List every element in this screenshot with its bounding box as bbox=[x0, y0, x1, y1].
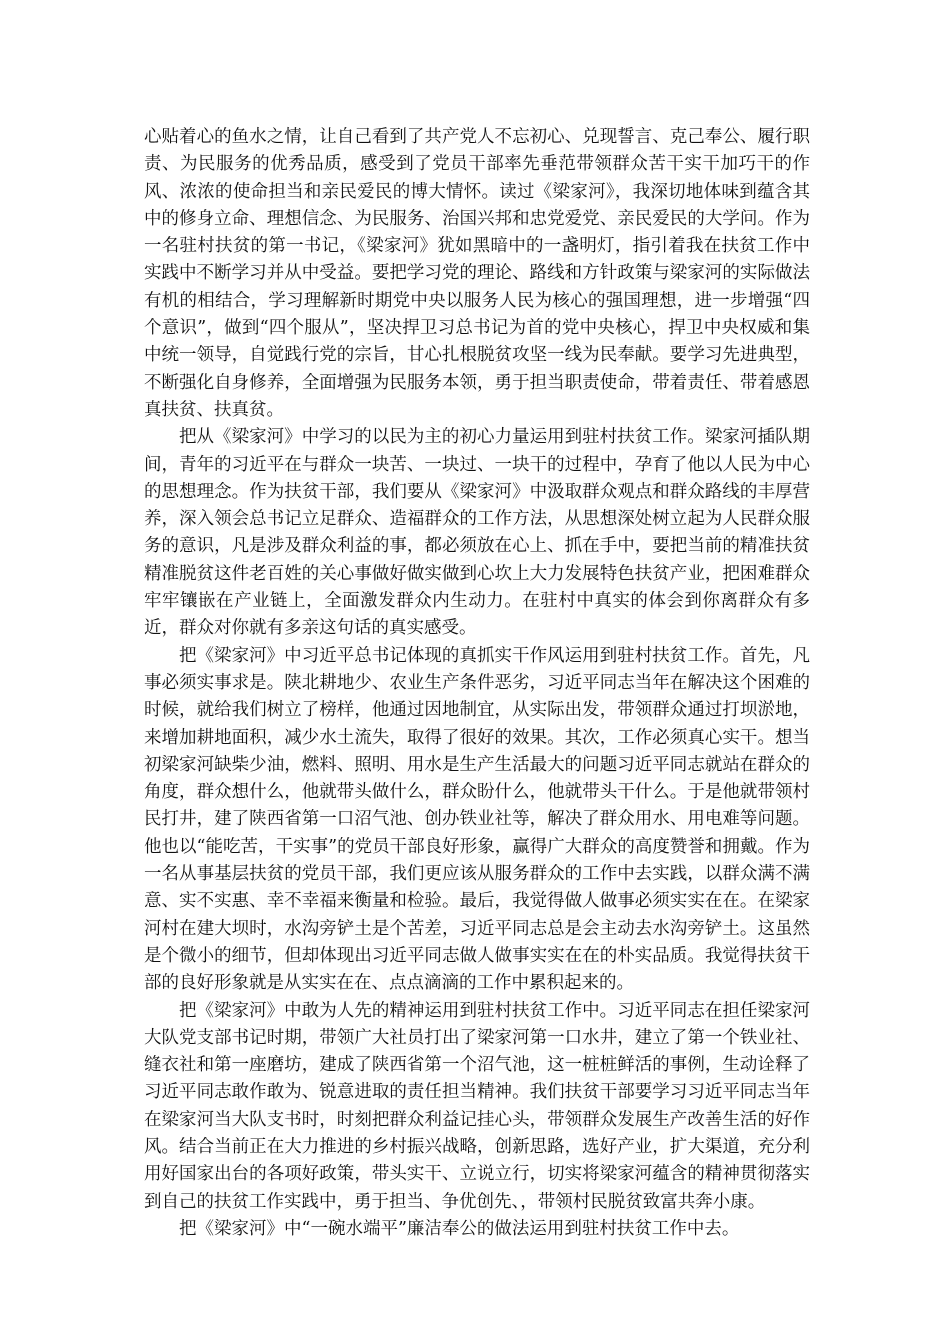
document-body bbox=[144, 124, 810, 1243]
paragraph-pioneering-spirit: 把《梁家河》中敢为人先的精神运用到驻村扶贫工作中。习近平同志在担任梁家河大队党支部书记时期，带领广大社员打出了梁家河第一口水井，建立了第一个铁业社、缝衣社和第一座磨坊，建成了陕西省第一个沼气池，这一桩桩鲜活的事例，生动诠释了习近平同志敢作敢为、锐意进取的责任担当精神。我们扶贫干部要学习习近平同志当年在梁家河当大队支书时，时刻把群众利益记挂心头，带领群众发展生产改善生活的好作风。结合当前正在大力推进的乡村振兴战略，创新思路，选好产业，扩大渠道，充分利用好国家出台的各项好政策，带头实干、立说立行，切实将梁家河蕴含的精神贯彻落实到自己的扶贫工作实践中，勇于担当、争优创先、，带领村民脱贫致富共奔小康。 bbox=[144, 1000, 810, 1212]
paragraph-mass-line: 把从《梁家河》中学习的以民为主的初心力量运用到驻村扶贫工作。梁家河插队期间，青年的习近平在与群众一块苦、一块过、一块干的过程中，孕育了他以人民为中心的思想理念。作为扶贫干部，我们要从《梁家河》中汲取群众观点和群众路线的丰厚营养，深入领会总书记立足群众、造福群众的工作方法，从思想深处树立起为人民群众服务的意识，凡是涉及群众利益的事，都必须放在心上、抓在手中，要把当前的精准扶贫精准脱贫这件老百姓的关心事做好做实做到心坎上大力发展特色扶贫产业，把困难群众牢牢镶嵌在产业链上，全面激发群众内生动力。在驻村中真实的体会到你离群众有多近，群众对你就有多亲这句话的真实感受。 bbox=[144, 427, 810, 639]
paragraph-integrity: 把《梁家河》中“一碗水端平”廉洁奉公的做法运用到驻村扶贫工作中去。 bbox=[179, 1218, 740, 1239]
paragraph-pragmatic-style: 把《梁家河》中习近平总书记体现的真抓实干作风运用到驻村扶贫工作。首先，凡事必须实事求是。陕北耕地少、农业生产条件恶劣，习近平同志当年在解决这个困难的时候，就给我们树立了榜样，他通过因地制宜，从实际出发，带领群众通过打坝淤地，来增加耕地面积，减少水土流失，取得了很好的效果。其次，工作必须真心实干。想当初梁家河缺柴少油，燃料、照明、用水是生产生活最大的问题习近平同志就站在群众的角度，群众想什么，他就带头做什么，群众盼什么，他就带头干什么。于是他就带领村民打井，建了陕西省第一口沼气池、创办铁业社等，解决了群众用水、用电难等问题。他也以“能吃苦，干实事”的党员干部良好形象，赢得广大群众的高度赞誉和拥戴。作为一名从事基层扶贫的党员干部，我们更应该从服务群众的工作中去实践，以群众满不满意、实不实惠、幸不幸福来衡量和检验。最后，我觉得做人做事必须实实在在。在梁家河村在建大坝时，水沟旁铲土是个苦差，习近平同志总是会主动去水沟旁铲土。这虽然是个微小的细节，但却体现出习近平同志做人做事实实在在的朴实品质。我觉得扶贫干部的良好形象就是从实实在在、点点滴滴的工作中累积起来的。 bbox=[144, 645, 810, 994]
paragraph-continuation: 心贴着心的鱼水之情，让自己看到了共产党人不忘初心、兑现誓言、克己奉公、履行职责、为民服务的优秀品质，感受到了党员干部率先垂范带领群众苦干实干加巧干的作风、浓浓的使命担当和亲民爱民的博大情怀。读过《梁家河》，我深切地体味到蕴含其中的修身立命、理想信念、为民服务、治国兴邦和忠党爱党、亲民爱民的大学问。作为一名驻村扶贫的第一书记，《梁家河》犹如黑暗中的一盏明灯，指引着我在扶贫工作中实践中不断学习并从中受益。要把学习党的理论、路线和方针政策与梁家河的实际做法有机的相结合，学习理解新时期党中央以服务人民为核心的强国理想，进一步增强“四个意识”，做到“四个服从”，坚决捍卫习总书记为首的党中央核心，捍卫中央权威和集中统一领导，自觉践行党的宗旨，甘心扎根脱贫攻坚一线为民奉献。要学习先进典型，不断强化自身修养，全面增强为民服务本领，勇于担当职责使命，带着责任、带着感恩真扶贫、扶真贫。 bbox=[144, 127, 810, 420]
